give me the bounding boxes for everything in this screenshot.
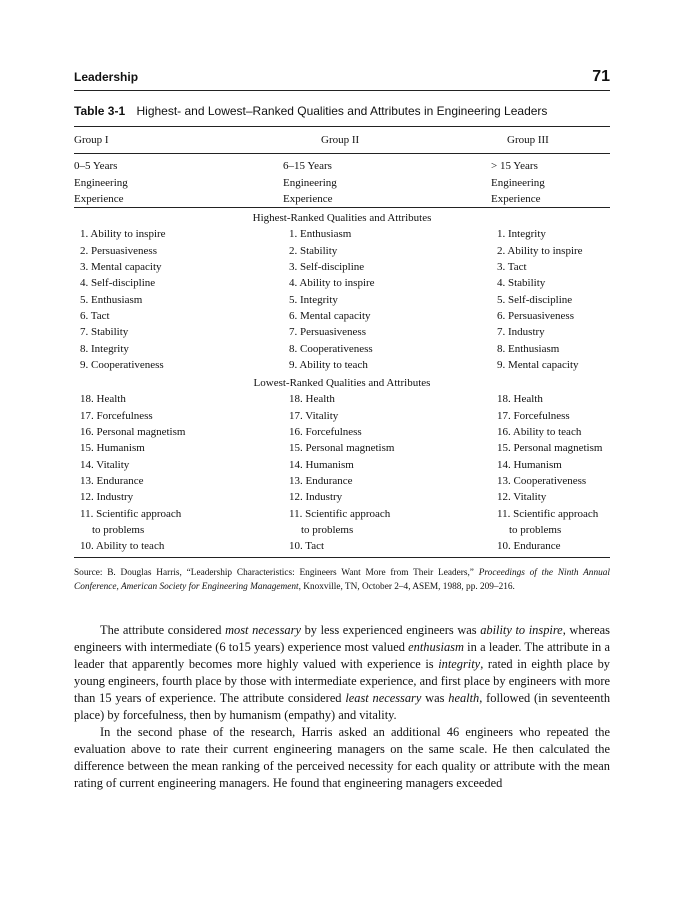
highest-ranked-row [74,243,610,259]
highest-ranked-cell: 9. Cooperativeness [80,358,164,371]
section-title: Leadership [74,70,139,84]
highest-ranked-cell: 4. Self-discipline [80,277,156,290]
paragraph-2: In the second phase of the research, Harris asked an additional 46 engineers who repeated the evaluation above to rate their current engineering managers on the same scale. He then calculated the difference between the mean ranking of the perceived necessity for each quality or attribute with the mean rating of current engineering managers. He found that engineering managers exceeded [74,725,610,791]
lowest-ranked-cell: 15. Personal magnetism [497,442,603,455]
table-label: Table 3-1 [74,104,126,118]
lowest-ranked-cell: 15. Personal magnetism [289,442,395,455]
lowest-ranked-cell: 16. Ability to teach [497,426,582,439]
proceedings-title: Proceedings of the Ninth Annual Conference, American Society for Engineering Management [74,568,610,593]
lowest-ranked-cell: 13. Endurance [289,474,353,487]
highest-ranked-cell: 9. Ability to teach [289,358,368,371]
header-rule [74,90,610,91]
highest-ranked-cell: 9. Mental capacity [497,358,579,371]
highest-ranked-row [74,275,610,291]
table-title: Highest- and Lowest–Ranked Qualities and Attributes in Engineering Leaders [136,104,548,118]
lowest-ranked-row [74,457,610,473]
lowest-ranked-cell: 12. Industry [289,491,343,504]
highest-ranked-cell: 6. Persuasiveness [497,309,574,322]
highest-ranked-cell: 7. Industry [497,326,545,339]
highest-ranked-cell: 1. Enthusiasm [289,228,352,241]
lowest-ranked-cell: 18. Health [289,393,335,406]
highest-ranked-cell: 8. Integrity [80,342,129,355]
lowest-ranked-cell: 16. Forcefulness [289,426,362,439]
highest-ranked-cell: 3. Self-discipline [289,261,365,274]
lowest-ranked-row [74,424,610,440]
group-1-experience: 0–5 Years Engineering Experience [74,160,128,205]
highest-ranked-cell: 8. Cooperativeness [289,342,373,355]
highest-ranked-cell: 7. Persuasiveness [289,326,366,339]
lowest-ranked-cell: 11. Scientific approach [80,507,182,520]
highest-ranked-row [74,259,610,275]
lowest-ranked-cell: 14. Humanism [289,458,354,471]
lowest-ranked-cell: 16. Personal magnetism [80,426,186,439]
group-3-experience: > 15 Years Engineering Experience [491,160,545,205]
lowest-ranked-row [74,489,610,505]
highest-ranked-cell: 1. Ability to inspire [80,228,166,241]
group-2-experience: 6–15 Years Engineering Experience [283,160,337,205]
highest-ranked-rows [74,226,610,373]
lowest-ranked-row [74,408,610,424]
page [74,68,610,792]
lowest-ranked-cell: 15. Humanism [80,442,145,455]
highest-ranked-cell: 2. Ability to inspire [497,244,583,257]
table-bottom-rule [74,557,610,558]
highest-ranked-row [74,292,610,308]
lowest-ranked-cell: 14. Vitality [80,458,130,471]
group-2-heading: Group II [321,134,360,146]
group-1-heading: Group I [74,134,109,146]
paragraph-1: The attribute considered most necessary by less experienced engineers was ability to inspire, whereas engineers with intermediate (6 to15 years) experience most valued enthusiasm in a leader. The attribute in a leader that apparently becomes more highly valued with experience is integrity, rated in eighth place by young engineers, fourth place by those with intermediate experience, and first place by engineers with more than 15 years of experience. The attribute considered least necessary was health, followed (in seventeenth place) by forcefulness, then by humanism (empathy) and vitality. [74,623,611,723]
highest-ranked-cell: 2. Stability [289,244,338,257]
body-text [74,622,610,792]
highest-ranked-cell: 6. Tact [80,309,110,322]
highest-ranked-cell: 4. Stability [497,277,546,290]
lowest-ranked-cell: 12. Vitality [497,491,547,504]
rankings-table [74,126,610,554]
highest-ranked-cell: 5. Integrity [289,293,338,306]
highest-ranked-cell: 5. Self-discipline [497,293,573,306]
page-number: 71 [592,68,610,85]
group-3-heading: Group III [507,134,549,146]
lowest-ranked-cell: 17. Forcefulness [497,409,570,422]
lowest-ranked-cell: 12. Industry [80,491,134,504]
highest-ranked-cell: 6. Mental capacity [289,309,371,322]
highest-ranked-cell: 2. Persuasiveness [80,244,157,257]
highest-ranked-cell: 7. Stability [80,326,129,339]
lowest-ranked-cell: 14. Humanism [497,458,562,471]
highest-ranked-row [74,341,610,357]
lowest-ranked-cell: 18. Health [497,393,543,406]
highest-ranked-cell: 4. Ability to inspire [289,277,375,290]
lowest-ranked-row [74,440,610,456]
experience-row [74,154,610,208]
lowest-ranked-rows [74,391,610,521]
highest-ranked-cell: 3. Mental capacity [80,261,162,274]
highest-ranked-row [74,226,610,242]
highest-ranked-cell: 5. Enthusiasm [80,293,143,306]
lowest-ranked-cell: 17. Vitality [289,409,339,422]
lowest-ranked-heading: Lowest-Ranked Qualities and Attributes [253,377,431,390]
table-source-note: Source: B. Douglas Harris, “Leadership Characteristics: Engineers Want More from Their Leaders,” Proceedings of the Ninth Annual Conference, American Society for Engineering Management, Knoxville, TN, October 2–4, ASEM, 1988, pp. 209–216. [74,568,610,593]
highest-ranked-row [74,324,610,340]
table-caption [74,104,610,118]
lowest-ranked-cell: 13. Cooperativeness [497,474,587,487]
lowest-ranked-row [74,473,610,489]
highest-ranked-cell: 1. Integrity [497,228,546,241]
lowest-ranked-cell: 18. Health [80,393,126,406]
lowest-ranked-cell: 11. Scientific approach [289,507,391,520]
highest-ranked-heading-row [74,208,610,227]
running-header [74,68,610,86]
lowest-ranked-cell: 17. Forcefulness [80,409,153,422]
highest-ranked-row [74,357,610,373]
lowest-ranked-cell: 13. Endurance [80,474,144,487]
highest-ranked-row [74,308,610,324]
group-header-row [74,127,610,154]
lowest-ranked-heading-row [74,373,610,391]
highest-ranked-cell: 3. Tact [497,261,527,274]
lowest-ranked-row [74,391,610,407]
continuation-row: to problems to problems to problems [92,523,562,536]
lowest-ranked-row [74,506,610,522]
lowest-ranked-cell: 11. Scientific approach [497,507,599,520]
last-row: 10. Ability to teach 10. Tact 10. Endurance [80,540,561,553]
highest-ranked-cell: 8. Enthusiasm [497,342,560,355]
highest-ranked-heading: Highest-Ranked Qualities and Attributes [252,212,432,225]
